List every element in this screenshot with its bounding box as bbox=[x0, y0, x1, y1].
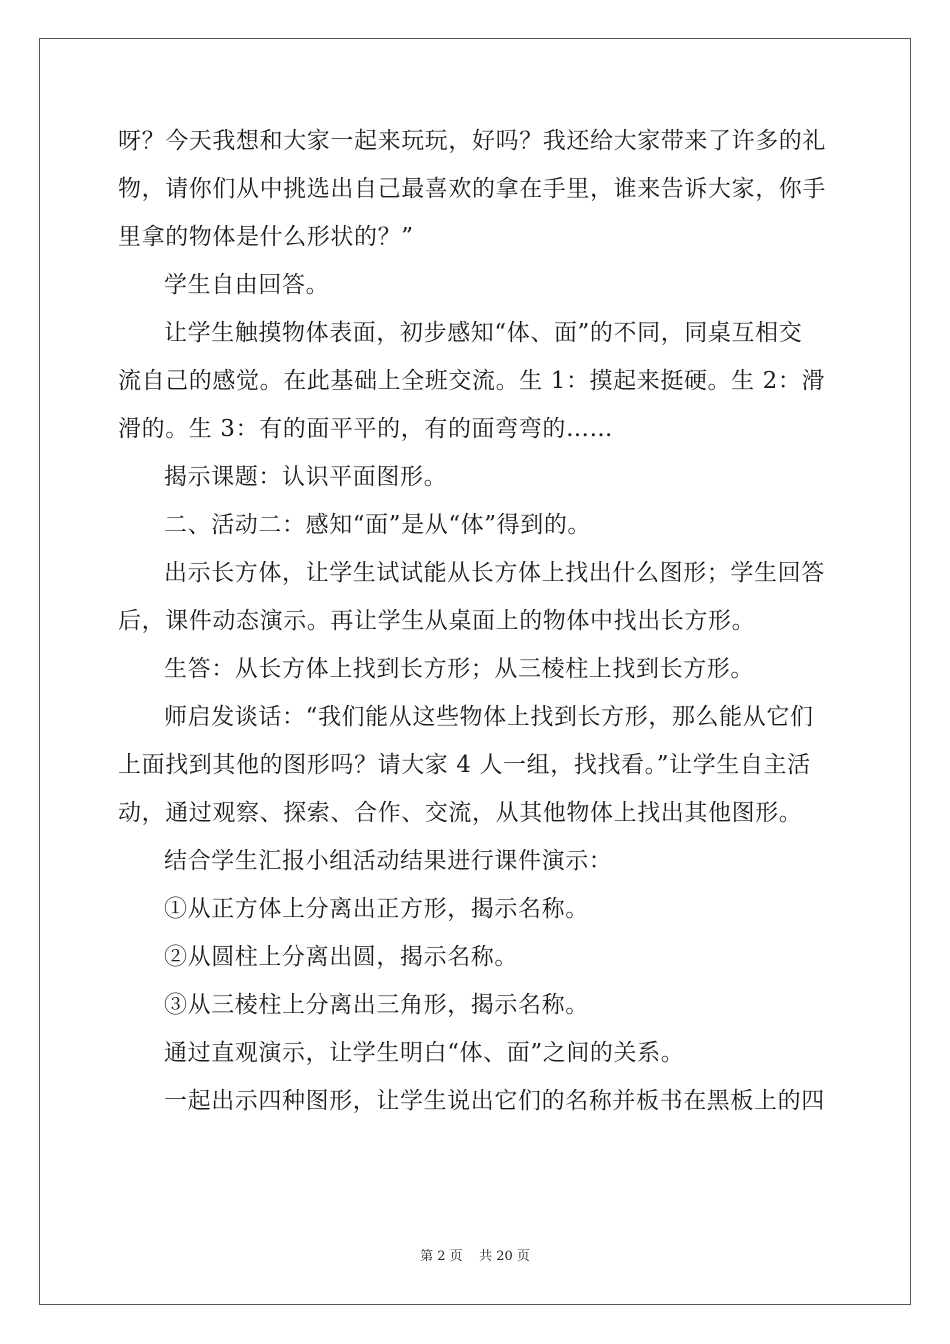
text-line: 呀？今天我想和大家一起来玩玩，好吗？我还给大家带来了许多的礼 bbox=[118, 128, 826, 154]
text-line: 学生自由回答。 bbox=[164, 272, 330, 298]
text-line: 让学生触摸物体表面，初步感知“体、面”的不同，同桌互相交 bbox=[164, 320, 803, 346]
text-line: 上面找到其他的图形吗？请大家 4 人一组，找找看。”让学生自主活 bbox=[118, 752, 811, 778]
text-line: 二、活动二：感知“面”是从“体”得到的。 bbox=[164, 512, 592, 538]
text-line: 师启发谈话：“我们能从这些物体上找到长方形，那么能从它们 bbox=[164, 704, 814, 730]
text-line: 结合学生汇报小组活动结果进行课件演示： bbox=[164, 848, 613, 874]
page-footer: 第 2 页 共 20 页 bbox=[420, 1249, 530, 1264]
text-line: 流自己的感觉。在此基础上全班交流。生 1：摸起来挺硬。生 2：滑 bbox=[118, 368, 826, 394]
text-line: ①从正方体上分离出正方形，揭示名称。 bbox=[164, 896, 589, 922]
text-line: 里拿的物体是什么形状的？” bbox=[118, 224, 414, 250]
text-line: 生答：从长方体上找到长方形；从三棱柱上找到长方形。 bbox=[164, 656, 754, 682]
text-line: 出示长方体，让学生试试能从长方体上找出什么图形；学生回答 bbox=[164, 560, 825, 586]
text-line: 揭示课题：认识平面图形。 bbox=[164, 464, 448, 490]
text-line: ③从三棱柱上分离出三角形，揭示名称。 bbox=[164, 992, 589, 1018]
text-line: 通过直观演示，让学生明白“体、面”之间的关系。 bbox=[164, 1040, 685, 1066]
text-line: 后，课件动态演示。再让学生从桌面上的物体中找出长方形。 bbox=[118, 608, 756, 634]
text-line: 动，通过观察、探索、合作、交流，从其他物体上找出其他图形。 bbox=[118, 800, 803, 826]
text-line: 一起出示四种图形，让学生说出它们的名称并板书在黑板上的四 bbox=[164, 1088, 825, 1114]
text-line: 滑的。生 3：有的面平平的，有的面弯弯的…… bbox=[118, 416, 614, 442]
text-line: 物，请你们从中挑选出自己最喜欢的拿在手里，谁来告诉大家，你手 bbox=[118, 176, 826, 202]
document-body bbox=[118, 126, 836, 1134]
text-line: ②从圆柱上分离出圆，揭示名称。 bbox=[164, 944, 518, 970]
